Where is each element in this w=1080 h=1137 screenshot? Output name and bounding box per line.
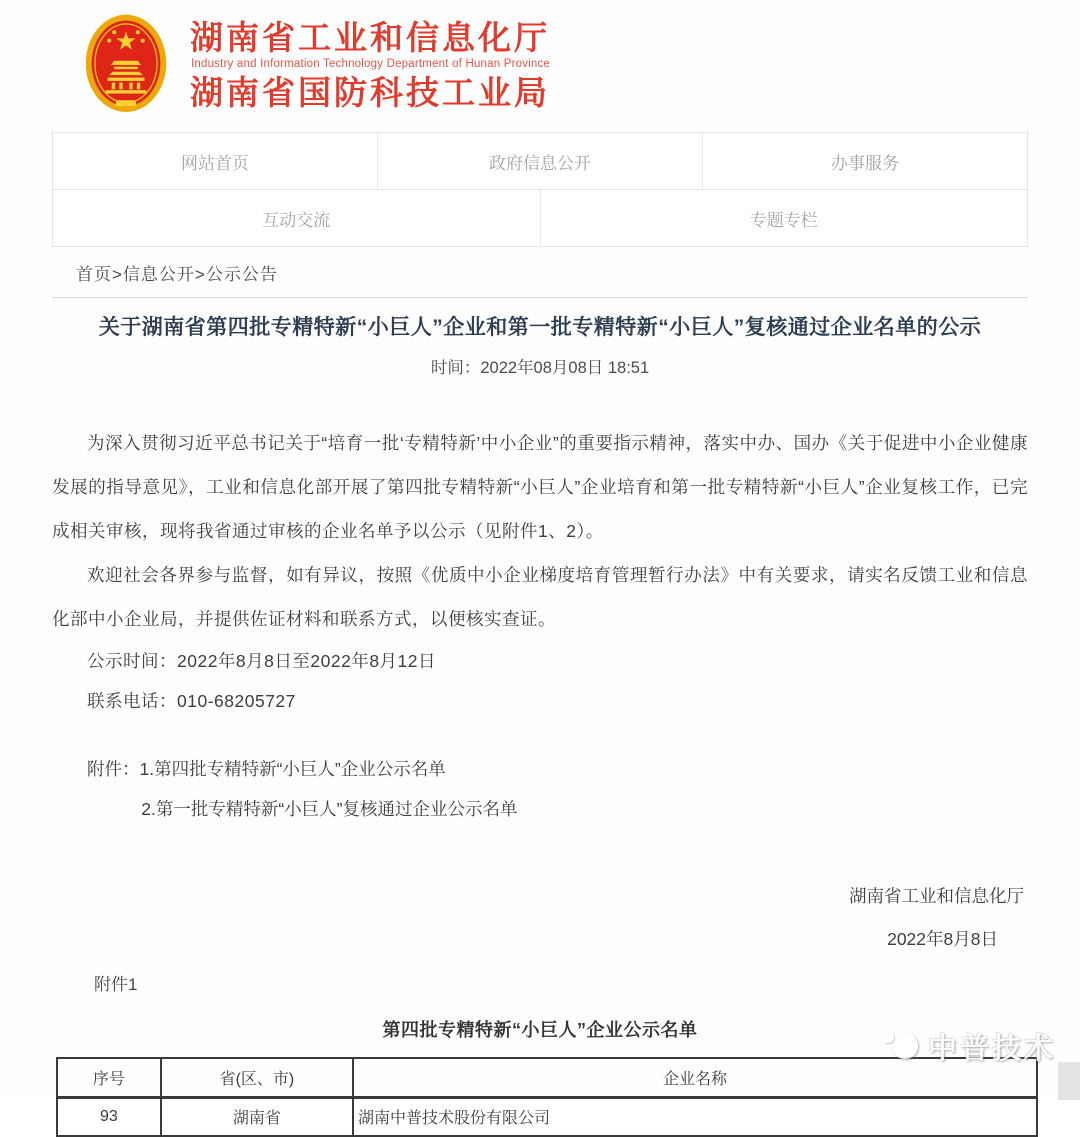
annex-table <box>56 1057 1038 1137</box>
column-header-province: 省(区、市) <box>161 1058 353 1097</box>
org-name-secondary: 湖南省国防科技工业局 <box>190 73 550 111</box>
article <box>52 311 1028 1137</box>
publicity-period: 公示时间：2022年8月8日至2022年8月12日 <box>87 651 437 671</box>
table-row <box>57 1097 1037 1136</box>
attachments-label: 附件： <box>87 759 140 779</box>
cell-company: 湖南中普技术股份有限公司 <box>353 1097 1037 1136</box>
page-title: 关于湖南省第四批专精特新“小巨人”企业和第一批专精特新“小巨人”复核通过企业名单的公示 <box>98 316 982 339</box>
main-nav <box>52 132 1028 247</box>
paragraph-1: 为深入贯彻习近平总书记关于“培育一批‘专精特新’中小企业”的重要指示精神，落实中办、国办《关于促进中小企业健康发展的指导意见》，工业和信息化部开展了第四批专精特新“小巨人”企业培育和第一批专精特新“小巨人”企业复核工作，已完成相关审核，现将我省通过审核的企业名单予以公示（见附件1、2）。 <box>52 433 1028 541</box>
attachment-item-2: 2.第一批专精特新“小巨人”复核通过企业公示名单 <box>141 799 518 819</box>
nav-row-2 <box>53 190 1027 247</box>
nav-item-services[interactable]: 办事服务 <box>703 133 1027 189</box>
attachments-list <box>52 749 1028 829</box>
paragraph-2: 欢迎社会各界参与监督，如有异议，按照《优质中小企业梯度培育管理暂行办法》中有关要求，请实名反馈工业和信息化部中小企业局，并提供佐证材料和联系方式，以便核实查证。 <box>52 565 1028 629</box>
signature-org: 湖南省工业和信息化厅 <box>849 886 1024 906</box>
annex-label: 附件1 <box>94 975 138 994</box>
signature-block <box>52 881 1028 954</box>
cell-index: 93 <box>57 1097 161 1136</box>
column-header-company: 企业名称 <box>353 1058 1037 1097</box>
org-name-primary: 湖南省工业和信息化厅 <box>190 19 550 57</box>
company-watermark-text: 中普技术 <box>927 1033 1056 1065</box>
national-emblem-logo <box>84 13 168 117</box>
nav-item-gov-info[interactable]: 政府信息公开 <box>378 133 703 189</box>
article-body <box>52 421 1028 954</box>
column-header-index: 序号 <box>57 1058 161 1097</box>
annex-table-title: 第四批专精特新“小巨人”企业公示名单 <box>382 1020 698 1040</box>
publish-time: 时间：2022年08月08日 18:51 <box>430 359 650 377</box>
site-header <box>0 0 1080 130</box>
nav-item-interaction[interactable]: 互动交流 <box>53 190 541 246</box>
nav-item-home[interactable]: 网站首页 <box>53 133 378 189</box>
nav-row-1 <box>53 133 1027 190</box>
signature-date: 2022年8月8日 <box>887 929 998 949</box>
breadcrumb[interactable]: 首页>信息公开>公示公告 <box>76 265 278 284</box>
attachment-item-1 <box>52 749 1028 789</box>
nav-item-special-topics[interactable]: 专题专栏 <box>541 190 1028 246</box>
org-names <box>190 21 550 109</box>
contact-phone: 联系电话：010-68205727 <box>87 691 296 711</box>
attachment-1-text: 1.第四批专精特新“小巨人”企业公示名单 <box>139 759 446 779</box>
cell-province: 湖南省 <box>161 1097 353 1136</box>
table-header-row <box>57 1058 1037 1097</box>
breadcrumb-bar <box>52 247 1028 298</box>
corner-scroll-block <box>1058 1062 1080 1100</box>
org-name-english: Industry and Information Technology Department of Hunan Province <box>191 58 551 71</box>
